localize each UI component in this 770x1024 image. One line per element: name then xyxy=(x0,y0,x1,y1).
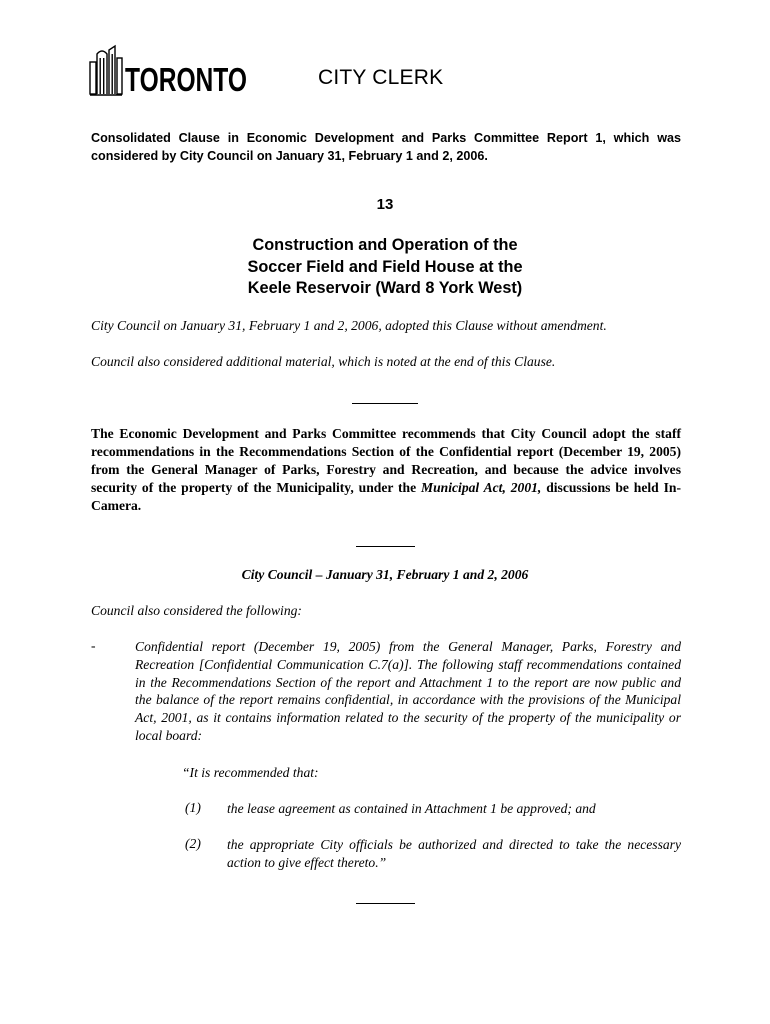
council-heading: City Council – January 31, February 1 and 2, 2006 xyxy=(241,567,529,582)
adopted-note: City Council on January 31, February 1 and 2, 2006, adopted this Clause without amendment. xyxy=(91,318,607,333)
confidential-report-text: Confidential report (December 19, 2005) from the General Manager, Parks, Forestry and Recreation [Confidential Communication C.7(a)]. The following staff recommendations contained in the Recommendations Section of the report and Attachment 1 to the report are now public and the balance of the report remains confidential, in accordance with the provisions of the Municipal Act, 2001, as it contains information related to the security of the property of the municipality or local board: xyxy=(135,639,681,743)
toronto-logo-icon xyxy=(89,44,249,100)
divider xyxy=(352,403,418,404)
bullet-dash: - xyxy=(91,638,96,653)
intro-text: Consolidated Clause in Economic Development and Parks Committee Report 1, which was considered by City Council on January 31, February 1 and 2, 2006. xyxy=(91,131,681,163)
committee-recommendation xyxy=(91,425,681,515)
title-line: Keele Reservoir (Ward 8 York West) xyxy=(247,279,523,297)
additional-material-note: Council also considered additional material, which is noted at the end of this Clause. xyxy=(91,354,556,369)
title-line: Soccer Field and Field House at the xyxy=(247,257,523,276)
recommendation-item: the lease agreement as contained in Attachment 1 be approved; and xyxy=(227,801,596,816)
recommendation-item: the appropriate City officials be authorized and directed to take the necessary action to give effect thereto.” xyxy=(227,837,681,870)
quote-lead: “It is recommended that: xyxy=(182,765,319,780)
recommendation-text-end: discussions be held In-Camera. xyxy=(91,480,681,513)
considered-following: Council also considered the following: xyxy=(91,603,302,618)
title-line: Construction and Operation of the xyxy=(252,236,518,254)
recommendation-number: (2) xyxy=(185,836,201,851)
department-title: CITY CLERK xyxy=(318,66,444,89)
act-reference: Municipal Act, 2001, xyxy=(421,480,542,495)
divider xyxy=(356,903,415,904)
clause-number: 13 xyxy=(376,196,394,213)
recommendation-number: (1) xyxy=(185,800,201,815)
divider xyxy=(356,546,415,547)
clause-title xyxy=(0,235,770,300)
logo-wordmark: TORONTO xyxy=(125,61,247,98)
recommendation-text: The Economic Development and Parks Committee recommends that City Council adopt the staff recommendations in the Recommendations Section of the Confidential report (December 19, 2005) from the General Manager of Parks, Forestry and Recreation, and because the advice involves security of the property of the Municipality, under the xyxy=(91,426,681,495)
toronto-logo xyxy=(89,44,249,100)
